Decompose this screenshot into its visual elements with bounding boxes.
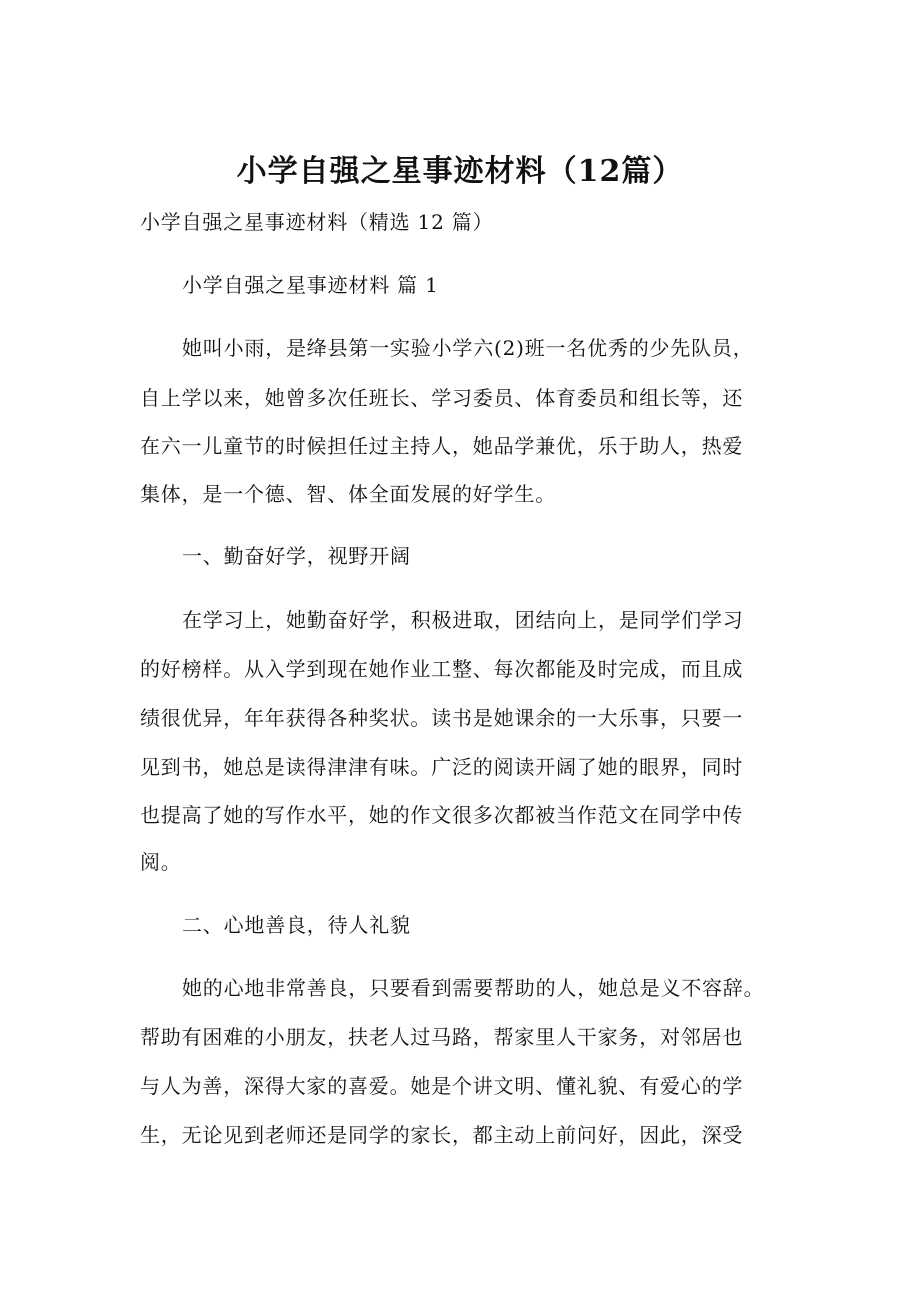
paragraph-line: 她叫小雨，是绛县第一实验小学六(2)班一名优秀的少先队员， [182,336,754,360]
paragraph-line: 也提高了她的写作水平，她的作文很多次都被当作范文在同学中传 [140,803,744,827]
document-title: 小学自强之星事迹材料（12篇） [236,154,684,189]
paragraph-line: 绩很优异，年年获得各种奖状。读书是她课余的一大乐事，只要一 [140,706,744,730]
section-heading: 一、勤奋好学，视野开阔 [182,544,411,568]
paragraph-line: 见到书，她总是读得津津有味。广泛的阅读开阔了她的眼界，同时 [140,755,744,779]
paragraph-line: 阅。 [140,850,182,874]
chapter-heading: 小学自强之星事迹材料 篇 1 [182,273,439,297]
paragraph-line: 她的心地非常善良，只要看到需要帮助的人，她总是义不容辞。 [182,976,765,1000]
paragraph-line: 帮助有困难的小朋友，扶老人过马路，帮家里人干家务，对邻居也 [140,1025,744,1049]
document-subtitle: 小学自强之星事迹材料（精选 12 篇） [140,210,494,234]
paragraph-line: 集体，是一个德、智、体全面发展的好学生。 [140,482,556,506]
paragraph-line: 与人为善，深得大家的喜爱。她是个讲文明、懂礼貌、有爱心的学 [140,1074,744,1098]
paragraph-line: 在六一儿童节的时候担任过主持人，她品学兼优，乐于助人，热爱 [140,434,744,458]
paragraph-line: 生，无论见到老师还是同学的家长，都主动上前问好，因此，深受 [140,1123,744,1147]
paragraph-line: 的好榜样。从入学到现在她作业工整、每次都能及时完成，而且成 [140,657,744,681]
paragraph-line: 自上学以来，她曾多次任班长、学习委员、体育委员和组长等，还 [140,386,744,410]
section-heading: 二、心地善良，待人礼貌 [182,913,411,937]
paragraph-line: 在学习上，她勤奋好学，积极进取，团结向上，是同学们学习 [182,608,744,632]
